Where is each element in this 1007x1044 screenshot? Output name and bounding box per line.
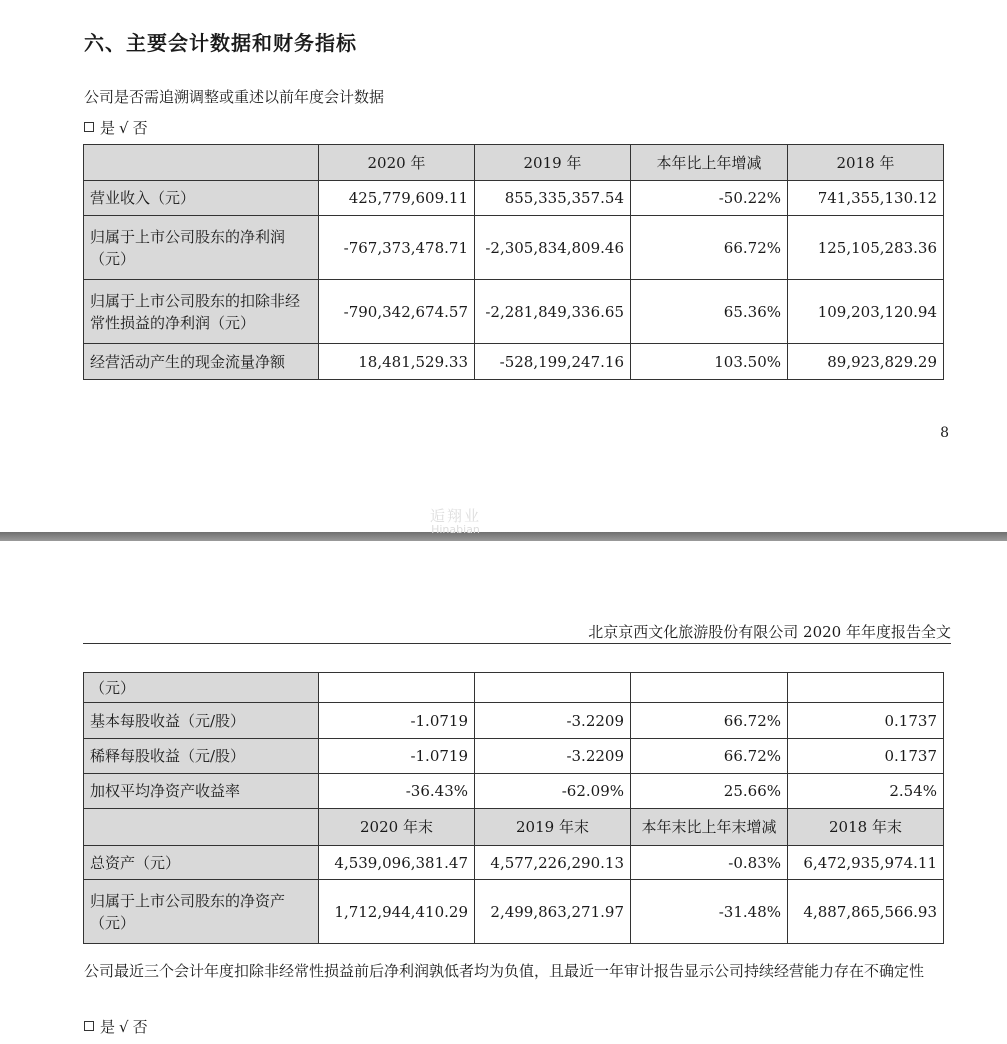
table-row — [84, 216, 944, 280]
table-row — [84, 673, 944, 703]
value-cell: 18,481,529.33 — [319, 344, 475, 380]
choice-yes-label: 是 — [100, 119, 116, 137]
value-cell: -1.0719 — [319, 703, 475, 739]
value-cell: 1,712,944,410.29 — [319, 880, 475, 944]
value-cell: 741,355,130.12 — [788, 181, 944, 216]
table-row — [84, 181, 944, 216]
watermark-en: Hinabian — [431, 523, 480, 536]
page-separator — [0, 532, 1007, 541]
header-cell — [84, 145, 319, 181]
financial-table-2 — [83, 672, 944, 944]
going-concern-choice — [84, 1016, 148, 1037]
value-cell: 66.72% — [631, 703, 788, 739]
header-cell: 2018 年 — [788, 145, 944, 181]
value-cell: 4,887,865,566.93 — [788, 880, 944, 944]
value-cell: 2,499,863,271.97 — [475, 880, 631, 944]
table-row — [84, 703, 944, 739]
report-header: 北京京西文化旅游股份有限公司 2020 年年度报告全文 — [588, 623, 951, 641]
row-label: 归属于上市公司股东的扣除非经常性损益的净利润（元） — [84, 280, 319, 344]
header-cell: 本年比上年增减 — [631, 145, 788, 181]
value-cell: 89,923,829.29 — [788, 344, 944, 380]
table-row — [84, 280, 944, 344]
table-row — [84, 846, 944, 880]
value-cell: 25.66% — [631, 774, 788, 809]
value-cell: 0.1737 — [788, 739, 944, 774]
value-cell — [631, 673, 788, 703]
row-label: 稀释每股收益（元/股） — [84, 739, 319, 774]
value-cell: 425,779,609.11 — [319, 181, 475, 216]
value-cell: -2,305,834,809.46 — [475, 216, 631, 280]
value-cell: 109,203,120.94 — [788, 280, 944, 344]
row-label: 归属于上市公司股东的净利润（元） — [84, 216, 319, 280]
value-cell: -62.09% — [475, 774, 631, 809]
header-rule — [83, 643, 951, 644]
value-cell: -0.83% — [631, 846, 788, 880]
value-cell — [788, 673, 944, 703]
value-cell: -3.2209 — [475, 739, 631, 774]
row-label: 归属于上市公司股东的净资产（元） — [84, 880, 319, 944]
value-cell — [319, 673, 475, 703]
value-cell: 855,335,357.54 — [475, 181, 631, 216]
financial-table-1 — [83, 144, 944, 380]
value-cell: 65.36% — [631, 280, 788, 344]
value-cell: 4,539,096,381.47 — [319, 846, 475, 880]
header-cell: 2020 年末 — [319, 809, 475, 846]
value-cell: 4,577,226,290.13 — [475, 846, 631, 880]
value-cell: -2,281,849,336.65 — [475, 280, 631, 344]
section-title: 六、主要会计数据和财务指标 — [84, 31, 357, 55]
row-label: 经营活动产生的现金流量净额 — [84, 344, 319, 380]
empty-checkbox-icon — [84, 1021, 94, 1031]
value-cell: -790,342,674.57 — [319, 280, 475, 344]
header-cell — [84, 809, 319, 846]
table-row — [84, 344, 944, 380]
value-cell — [475, 673, 631, 703]
row-label: 加权平均净资产收益率 — [84, 774, 319, 809]
value-cell: -50.22% — [631, 181, 788, 216]
table-row — [84, 774, 944, 809]
value-cell: 0.1737 — [788, 703, 944, 739]
value-cell: 66.72% — [631, 216, 788, 280]
row-label: 基本每股收益（元/股） — [84, 703, 319, 739]
table-row — [84, 739, 944, 774]
value-cell: -528,199,247.16 — [475, 344, 631, 380]
checkmark-icon: √ — [119, 1018, 129, 1036]
value-cell: 103.50% — [631, 344, 788, 380]
restatement-choice — [84, 117, 148, 138]
header-cell: 2018 年末 — [788, 809, 944, 846]
header-cell: 2019 年 — [475, 145, 631, 181]
row-label: 营业收入（元） — [84, 181, 319, 216]
value-cell: 66.72% — [631, 739, 788, 774]
page-number: 8 — [940, 425, 949, 441]
choice-no-label: 否 — [132, 1018, 148, 1036]
value-cell: -31.48% — [631, 880, 788, 944]
header-cell: 本年末比上年末增减 — [631, 809, 788, 846]
watermark — [430, 508, 481, 536]
value-cell: -36.43% — [319, 774, 475, 809]
value-cell: 2.54% — [788, 774, 944, 809]
table-header-row — [84, 145, 944, 181]
row-label: （元） — [84, 673, 319, 703]
value-cell: -3.2209 — [475, 703, 631, 739]
header-cell: 2019 年末 — [475, 809, 631, 846]
value-cell: -1.0719 — [319, 739, 475, 774]
checkmark-icon: √ — [119, 119, 129, 137]
header-cell: 2020 年 — [319, 145, 475, 181]
choice-yes-label: 是 — [100, 1018, 116, 1036]
row-label: 总资产（元） — [84, 846, 319, 880]
table-header-row — [84, 809, 944, 846]
value-cell: 125,105,283.36 — [788, 216, 944, 280]
restatement-question: 公司是否需追溯调整或重述以前年度会计数据 — [84, 88, 385, 106]
value-cell: 6,472,935,974.11 — [788, 846, 944, 880]
watermark-cn: 逅翔业 — [430, 507, 482, 525]
going-concern-question: 公司最近三个会计年度扣除非经常性损益前后净利润孰低者均为负值，且最近一年审计报告显示公司持续经营能力存在不确定性 — [84, 962, 925, 980]
table-row — [84, 880, 944, 944]
choice-no-label: 否 — [132, 119, 148, 137]
empty-checkbox-icon — [84, 122, 94, 132]
value-cell: -767,373,478.71 — [319, 216, 475, 280]
